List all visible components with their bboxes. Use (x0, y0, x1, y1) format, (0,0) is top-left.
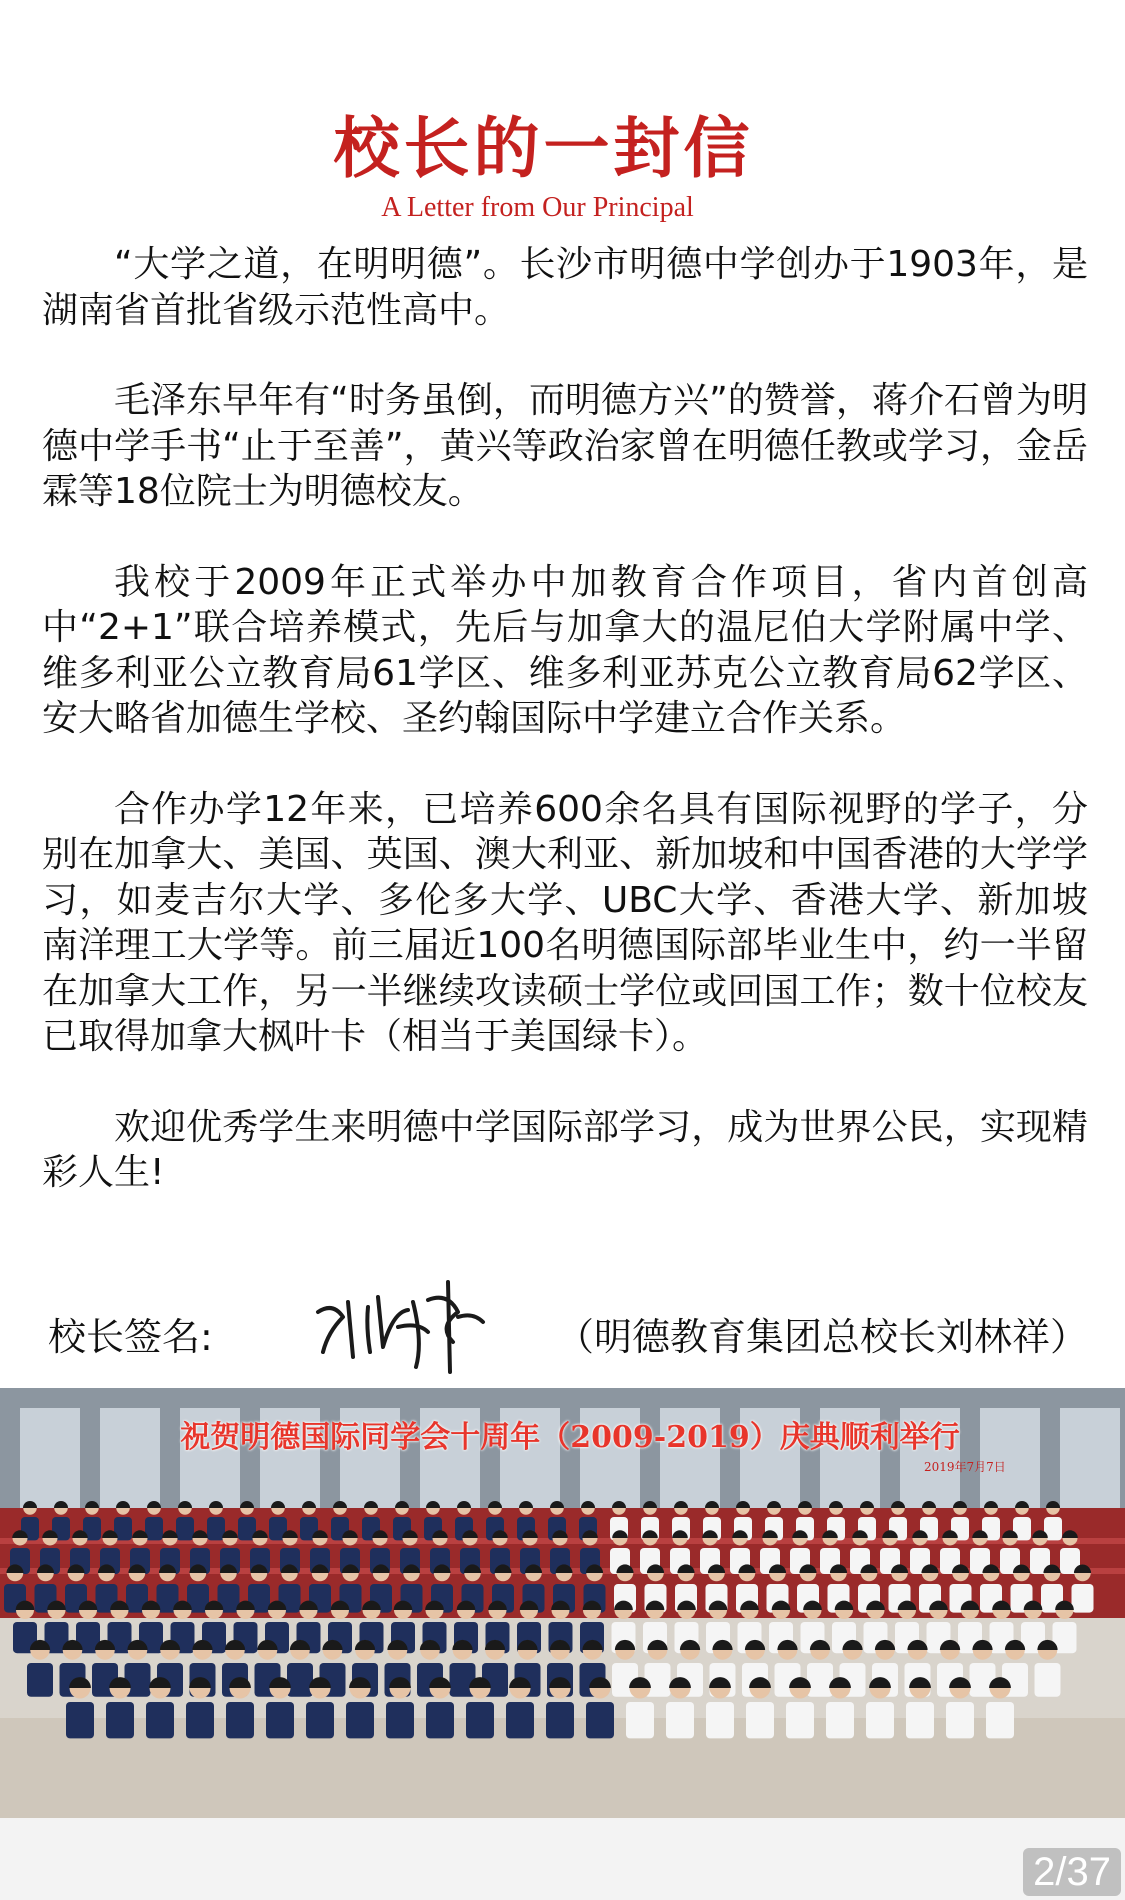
photo-person-body (106, 1702, 134, 1738)
handwritten-signature (298, 1272, 518, 1382)
photo-person-body (786, 1702, 814, 1738)
signature-note: （明德教育集团总校长刘林祥） (555, 1315, 1088, 1359)
photo-person-body (666, 1702, 694, 1738)
viewer-bottom-bar (0, 1818, 1125, 1900)
photo-person-body (266, 1702, 294, 1738)
photo-person-body (1035, 1663, 1061, 1697)
photo-person-body (146, 1702, 174, 1738)
photo-person-body (866, 1702, 894, 1738)
photo-person-body (946, 1702, 974, 1738)
photo-person-body (186, 1702, 214, 1738)
group-photo (0, 1388, 1125, 1818)
photo-person-body (27, 1663, 53, 1697)
photo-person-body (986, 1702, 1014, 1738)
photo-person-body (746, 1702, 774, 1738)
letter-body (42, 242, 1088, 1274)
letter-paragraph-5: 欢迎优秀学生来明德中学国际部学习，成为世界公民，实现精彩人生! (42, 1106, 1088, 1193)
photo-date: 2019年7月7日 (924, 1460, 1006, 1474)
photo-banner: 祝贺明德国际同学会十周年（2009-2019）庆典顺利举行 (180, 1420, 960, 1455)
photo-person-body (386, 1702, 414, 1738)
photo-person-body (176, 1517, 194, 1540)
photo-person-body (546, 1702, 574, 1738)
photo-person-body (506, 1702, 534, 1738)
photo-person-body (306, 1702, 334, 1738)
photo-person-body (807, 1663, 833, 1697)
signature-label: 校长签名: (48, 1315, 213, 1359)
photo-person-body (626, 1702, 654, 1738)
letter-title-en: A Letter from Our Principal (381, 192, 694, 223)
letter-paragraph-4: 合作办学12年来，已培养600余名具有国际视野的学子，分别在加拿大、美国、英国、澳大利亚、新加坡和中国香港的大学学习，如麦吉尔大学、多伦多大学、UBC大学、香港大学、新加坡南洋理工大学等。前三届近100名明德国际部毕业生中，约一半留在加拿大工作，另一半继续攻读硕士学位或回国工作；数十位校友已取得加拿大枫叶卡（相当于美国绿卡）。 (42, 788, 1088, 1057)
page-indicator[interactable]: 2/37 (1023, 1848, 1121, 1896)
photo-person-body (706, 1702, 734, 1738)
photo-person-body (346, 1702, 374, 1738)
photo-person-body (906, 1702, 934, 1738)
letter-title-block (0, 108, 1125, 224)
photo-person-body (1072, 1584, 1094, 1613)
photo-person-body (826, 1702, 854, 1738)
signature-row (48, 1302, 1088, 1372)
photo-person-body (586, 1702, 614, 1738)
photo-person-body (226, 1702, 254, 1738)
letter-paragraph-2: 毛泽东早年有“时务虽倒，而明德方兴”的赞誉，蒋介石曾为明德中学手书“止于至善”，黄兴等政治家曾在明德任教或学习，金岳霖等18位院士为明德校友。 (42, 380, 1088, 512)
letter-paragraph-1: “大学之道，在明明德”。长沙市明德中学创办于1903年，是湖南省首批省级示范性高中。 (42, 244, 1088, 331)
photo-person-body (426, 1702, 454, 1738)
photo-person-body (466, 1702, 494, 1738)
letter-title-cn: 校长的一封信 (333, 109, 754, 187)
photo-person-body (66, 1702, 94, 1738)
letter-paragraph-3: 我校于2009年正式举办中加教育合作项目，省内首创高中“2+1”联合培养模式，先后与加拿大的温尼伯大学附属中学、维多利亚公立教育局61学区、维多利亚苏克公立教育局62学区、安大略省加德生学校、圣约翰国际中学建立合作关系。 (42, 561, 1088, 739)
photo-person-body (287, 1663, 313, 1697)
